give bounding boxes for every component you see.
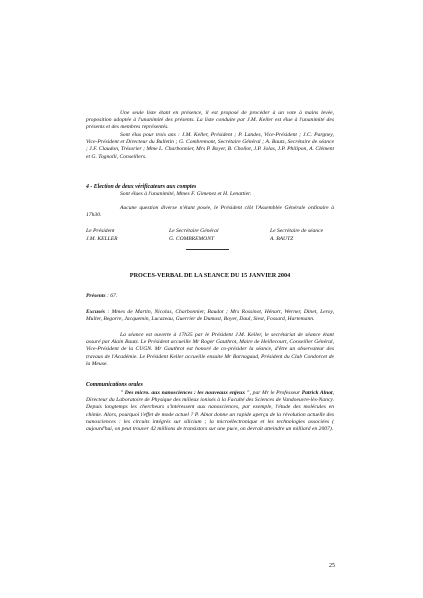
section-4-paragraph-1: Sont élues à l'unanimité, Mmes F. Gimenez et H. Lenattier. xyxy=(120,191,252,197)
page-number: 25 xyxy=(329,563,335,569)
secretary-general-title: Le Secrétaire Général xyxy=(169,228,219,234)
opening-paragraph: La séance est ouverte à 17h35 par le Président J.M. Keller, le secrétariat de séance étant assuré par Alain Bautz. Le Président accueille Mr Roger Gauthrot, Maire de Heillecourt, Conseiller Général, Vice-Président de la CUGN. Mr Gauthrot est honoré de co-présider la séance, d'être un observateur des travaux de l'Académie. Le Président Keller accueille ensuite Mr Barnagaud, Président du Club Condorcet de la Meuse. xyxy=(86,332,334,367)
present-line xyxy=(86,293,334,300)
secretary-general-name: G. COMBREMONT xyxy=(169,236,215,242)
president-name: J.M. KELLER xyxy=(86,236,118,242)
excused-paragraph xyxy=(86,309,334,323)
section-4-paragraph-2: Aucune question diverse n'étant posée, le Président clôt l'Assemblée Générale ordinaire à 17h30. xyxy=(86,205,334,219)
minutes-title: PROCES-VERBAL DE LA SEANCE DU 15 JANVIER 2004 xyxy=(129,272,291,279)
communication-paragraph xyxy=(86,390,334,433)
session-secretary-name: A. BAUTZ xyxy=(270,236,294,242)
session-secretary-title: Le Secrétaire de séance xyxy=(270,228,324,234)
excused-label: Excusés xyxy=(86,309,105,315)
communication-speaker: Patrick Alnot xyxy=(301,390,333,396)
present-label: Présents xyxy=(86,293,106,299)
election-paragraph-2: Sont élus pour trois ans : J.M. Keller, Président ; P. Landes, Vice-Président ; J.C. Pargney, Vice-Président et Directeur du Bulletin ; G. Combremont, Secrétaire Général ; A. Bautz, Secrétaire de séance ; J.F. Claudon, Trésorier ; Mme L. Charbonnier, Mrs P. Boyer, B. Chollot, J.P. Jolas, J.P. Philipon, A. Clément et G. Tognolli, Conseillers. xyxy=(86,132,334,160)
communications-heading: Communications orales xyxy=(86,382,143,388)
communication-title: " Des micro. aux nanosciences : les nouveaux enjeux " xyxy=(120,390,250,396)
election-paragraph-1: Une seule liste étant en présence, il est proposé de procéder à un vote à mains levée, proposition adoptée à l'unanimité des présents. La liste conduite par J.M. Keller est élue à l'unanimité des présents et des membres représentés. xyxy=(86,110,334,131)
section-4-heading: 4 - Election de deux vérificateurs aux comptes xyxy=(86,184,197,190)
communication-by: , par Mr le Professeur xyxy=(249,390,302,396)
present-value: : 67. xyxy=(105,293,118,299)
excused-text: : Mmes de Martin, Nicolas, Charbonnier, Baudot ; Mrs Rossinot, Hénart, Werner, Dinet, Leroy, Muller, Begorre, Jacquemin, Lucazeau, Guerrier de Dumast, Boyer, Daul, Siest, Fossard, Hartemann. xyxy=(86,309,334,323)
separator-line xyxy=(186,249,229,250)
president-title: Le Président xyxy=(86,228,115,234)
communication-text: , Directeur du Laboratoire de Physique des milieux ionisés à la Faculté des Sciences de Vandoeuvre-lès-Nancy. Depuis longtemps les chercheurs s'intéressent aux nanosciences, par exemple, l'étude des molécules en chimie. Alors, pourquoi l'effet de mode actuel ? P. Alnot donne un rapide aperçu de la révolution actuelle des nanosciences : les circuits intégrés sur silicium ; la microélectronique et les technologies associées ( aujourd'hui, on peut trouver 42 millions de transistors sur une puce, on devrait atteindre un milliard en 2007). xyxy=(86,390,335,433)
